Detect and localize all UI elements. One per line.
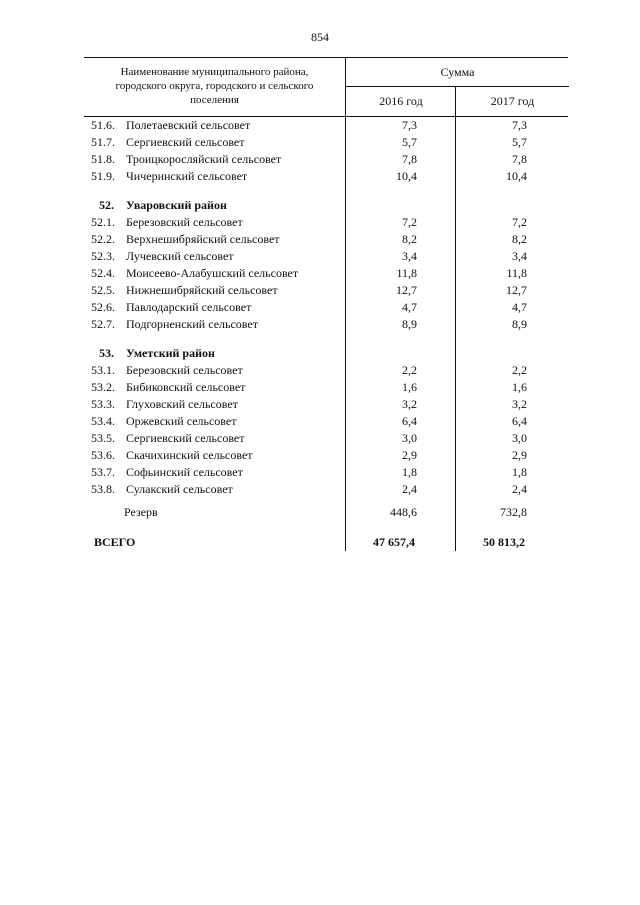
value-2017: 7,2 [512,215,527,229]
value-2017: 2,2 [512,363,527,377]
value-2017: 3,0 [512,431,527,445]
value-2016: 2,9 [402,448,417,462]
row-name: Сергиевский сельсовет [126,135,245,149]
district-number: 53. [99,346,114,360]
value-2017: 6,4 [512,414,527,428]
page-number: 854 [311,30,329,44]
table-row [84,413,568,430]
value-2016: 3,2 [402,397,417,411]
row-name: Сулакский сельсовет [126,482,233,496]
district-name: Уваровский район [126,198,227,212]
row-number: 51.6. [91,118,115,132]
row-number: 53.7. [91,465,115,479]
row-name: Глуховский сельсовет [126,397,238,411]
value-2016: 7,3 [402,118,417,132]
value-2017: 10,4 [506,169,527,183]
value-2017: 12,7 [506,283,527,297]
column-header-sum: Сумма [345,58,569,87]
table-row [84,151,568,168]
total-value-2017: 50 813,2 [483,535,525,549]
row-name: Лучевский сельсовет [126,249,234,263]
row-number: 52.4. [91,266,115,280]
value-2016: 1,8 [402,465,417,479]
value-2017: 3,2 [512,397,527,411]
table-row [84,282,568,299]
value-2016: 2,2 [402,363,417,377]
value-2016: 3,0 [402,431,417,445]
table-row [84,464,568,481]
row-name: Оржевский сельсовет [126,414,237,428]
row-number: 53.6. [91,448,115,462]
row-number: 53.4. [91,414,115,428]
value-2017: 2,9 [512,448,527,462]
row-group-52 [84,214,568,333]
table-row [84,134,568,151]
row-name: Софьинский сельсовет [126,465,243,479]
district-heading [84,345,568,362]
row-name: Бибиковский сельсовет [126,380,246,394]
table-row [84,447,568,464]
value-2017: 5,7 [512,135,527,149]
value-2017: 7,3 [512,118,527,132]
row-name: Нижнешибряйский сельсовет [126,283,278,297]
table-row [84,299,568,316]
row-name: Моисеево-Алабушский сельсовет [126,266,299,280]
row-number: 52.1. [91,215,115,229]
row-name: Полетаевский сельсовет [126,118,251,132]
table-row [84,214,568,231]
row-name: Чичеринский сельсовет [126,169,248,183]
value-2016: 6,4 [402,414,417,428]
row-name: Скачихинский сельсовет [126,448,253,462]
column-header-name: Наименование муниципального района, городского округа, городского и сельского поселения [115,66,314,106]
table-row [84,362,568,379]
total-row [84,533,568,551]
district-number: 52. [99,198,114,212]
value-2016: 5,7 [402,135,417,149]
district-name: Уметский район [126,346,215,360]
table-row [84,481,568,498]
table-row [84,430,568,447]
value-2016: 7,8 [402,152,417,166]
row-number: 53.1. [91,363,115,377]
value-2016: 4,7 [402,300,417,314]
row-number: 52.5. [91,283,115,297]
row-number: 52.6. [91,300,115,314]
value-2017: 8,9 [512,317,527,331]
table-row [84,231,568,248]
row-name: Березовский сельсовет [126,215,243,229]
reserve-label: Резерв [124,505,158,519]
total-label: ВСЕГО [94,535,136,549]
table-row [84,265,568,282]
district-heading [84,197,568,214]
total-value-2016: 47 657,4 [373,535,415,549]
column-header-2016: 2016 год [345,87,456,116]
row-group-53 [84,362,568,498]
value-2017: 1,8 [512,465,527,479]
row-number: 52.7. [91,317,115,331]
row-name: Подгорненский сельсовет [126,317,258,331]
row-number: 51.8. [91,152,115,166]
reserve-row [84,504,568,521]
column-header-2017: 2017 год [455,87,569,116]
row-number: 51.7. [91,135,115,149]
row-number: 53.5. [91,431,115,445]
table-row [84,248,568,265]
row-name: Верхнешибряйский сельсовет [126,232,280,246]
value-2016: 3,4 [402,249,417,263]
table-row [84,168,568,185]
row-name: Троицкоросляйский сельсовет [126,152,282,166]
value-2017: 7,8 [512,152,527,166]
row-number: 53.2. [91,380,115,394]
budget-table [84,57,568,551]
value-2016: 7,2 [402,215,417,229]
table-body [84,117,568,551]
value-2017: 3,4 [512,249,527,263]
table-row [84,117,568,134]
value-2016: 1,6 [402,380,417,394]
table-row [84,316,568,333]
row-number: 53.3. [91,397,115,411]
table-header [84,57,568,117]
row-number: 53.8. [91,482,115,496]
value-2016: 2,4 [402,482,417,496]
table-row [84,379,568,396]
row-group-51 [84,117,568,185]
row-name: Березовский сельсовет [126,363,243,377]
value-2017: 1,6 [512,380,527,394]
value-2016: 10,4 [396,169,417,183]
table-row [84,396,568,413]
value-2016: 8,9 [402,317,417,331]
value-2017: 8,2 [512,232,527,246]
value-2016: 11,8 [396,266,417,280]
row-number: 51.9. [91,169,115,183]
reserve-value-2017: 732,8 [500,505,527,519]
value-2016: 12,7 [396,283,417,297]
value-2017: 2,4 [512,482,527,496]
value-2017: 4,7 [512,300,527,314]
value-2017: 11,8 [506,266,527,280]
row-number: 52.3. [91,249,115,263]
reserve-value-2016: 448,6 [390,505,417,519]
row-number: 52.2. [91,232,115,246]
row-name: Сергиевский сельсовет [126,431,245,445]
row-name: Павлодарский сельсовет [126,300,252,314]
value-2016: 8,2 [402,232,417,246]
